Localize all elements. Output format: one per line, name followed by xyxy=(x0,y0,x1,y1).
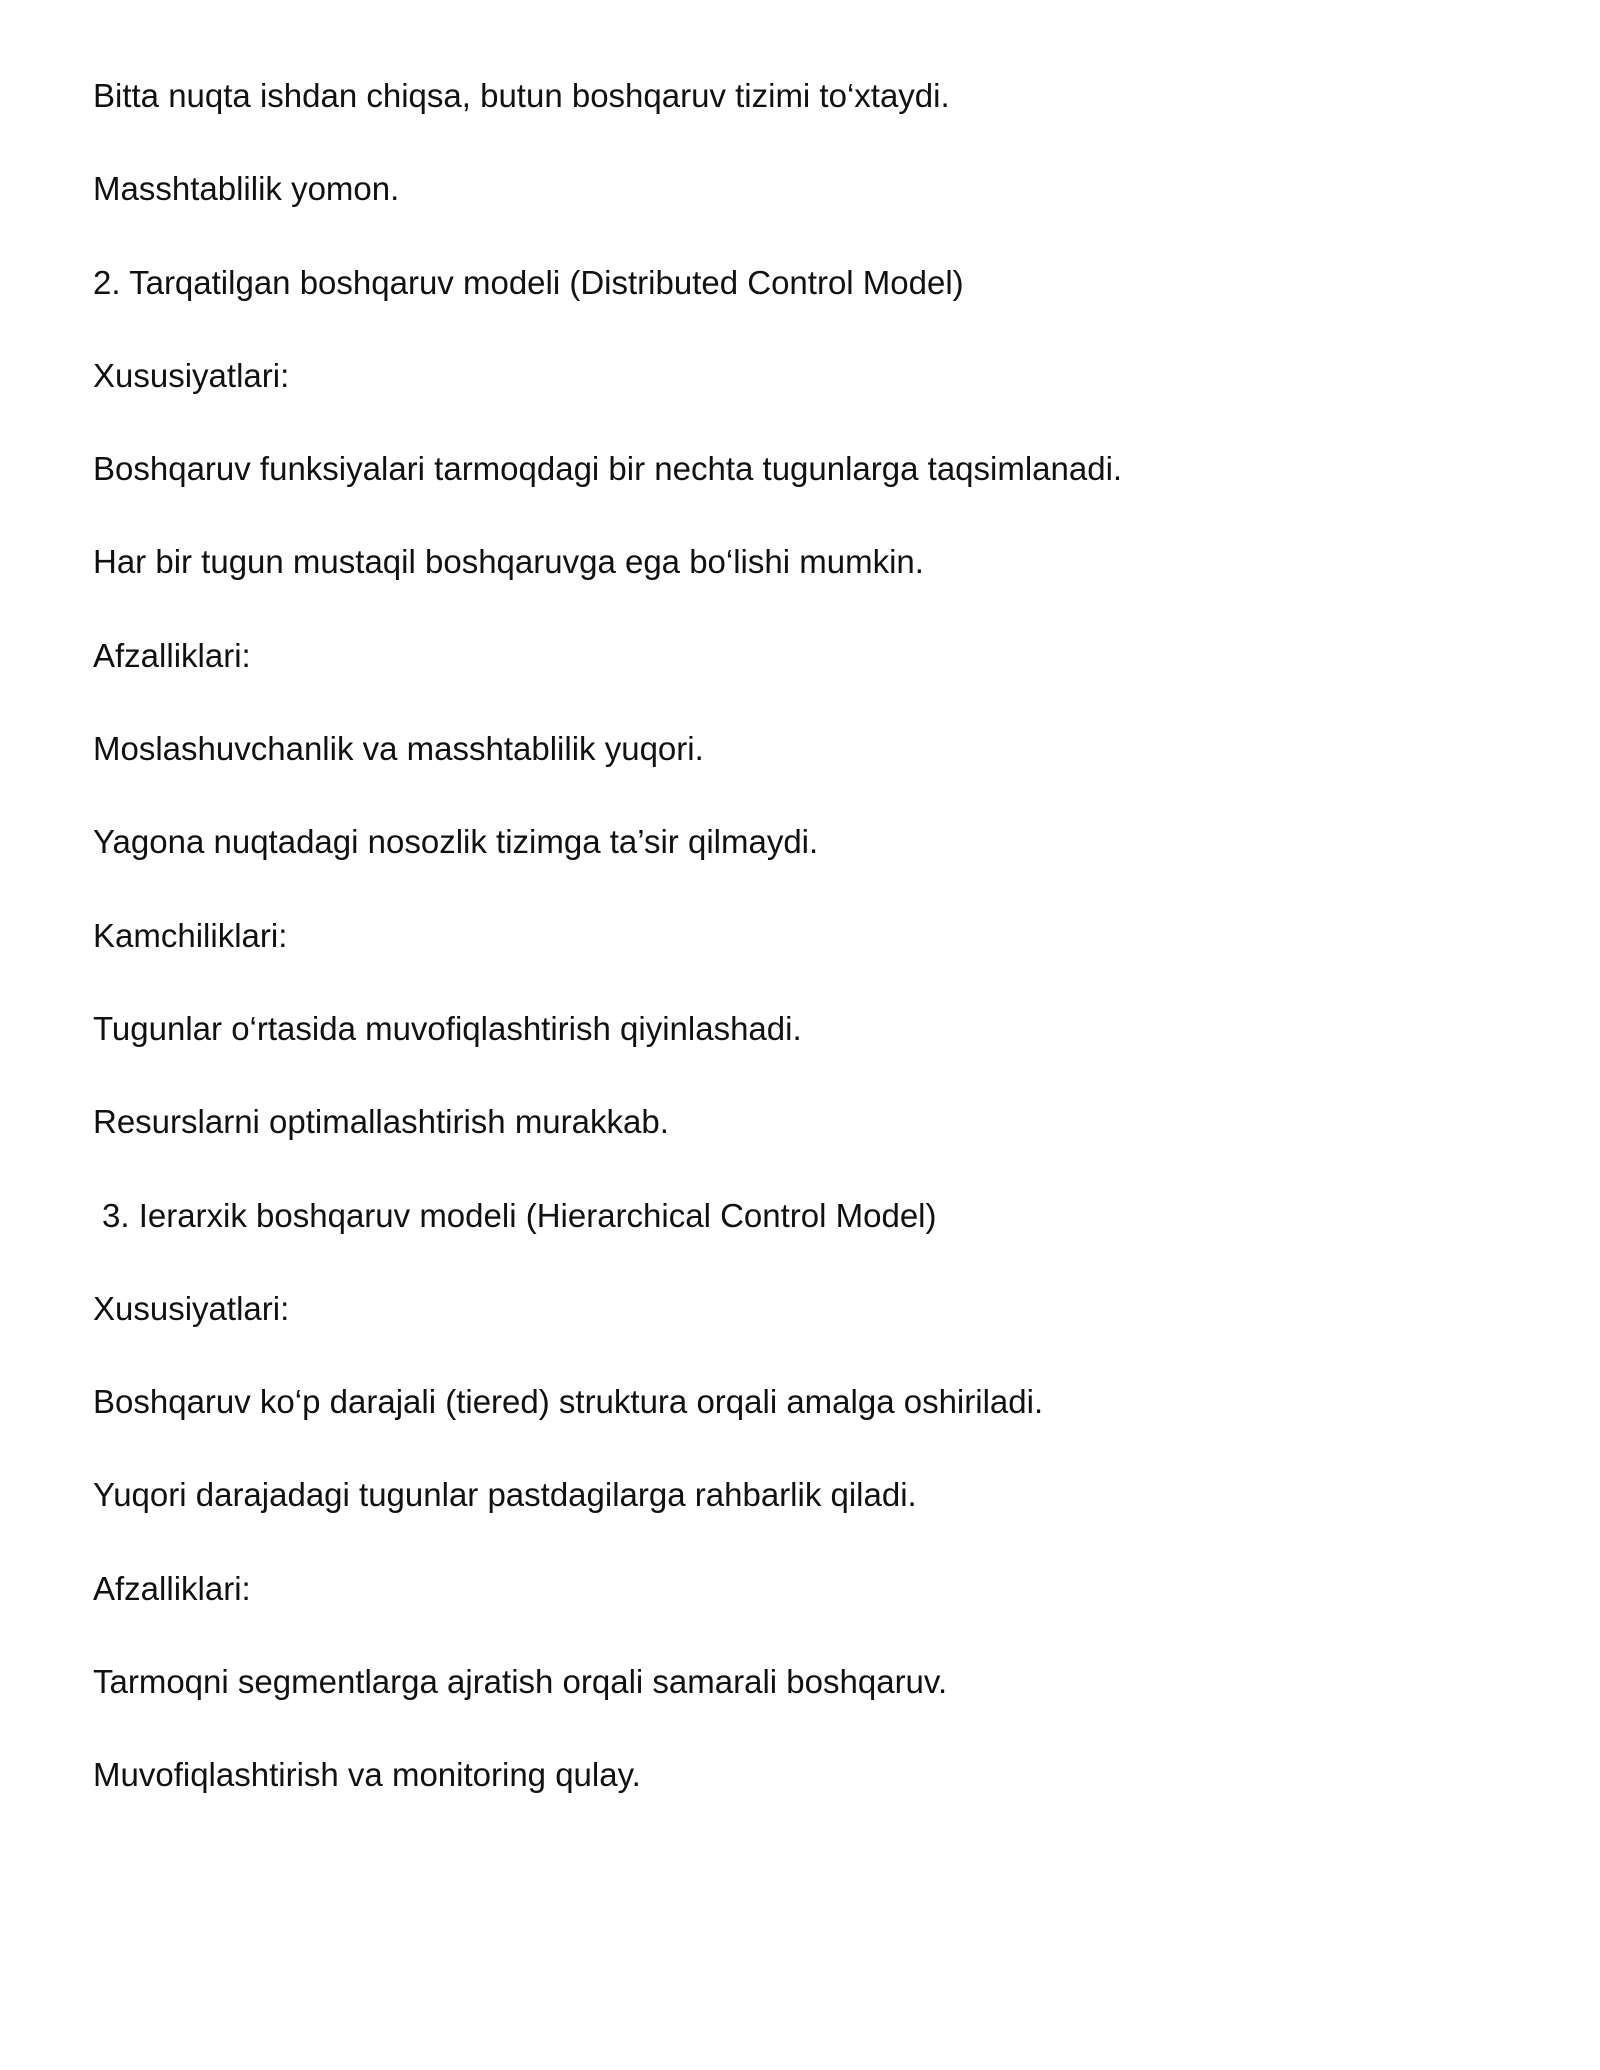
paragraph: Bitta nuqta ishdan chiqsa, butun boshqaruv tizimi to‘xtaydi. xyxy=(93,77,950,114)
paragraph: Afzalliklari: xyxy=(93,1569,251,1607)
paragraph: Xususiyatlari: xyxy=(93,1289,290,1327)
paragraph: Yuqori darajadagi tugunlar pastdagilarga rahbarlik qiladi. xyxy=(93,1476,917,1514)
section-heading: 2. Tarqatilgan boshqaruv modeli (Distributed Control Model) xyxy=(93,263,964,301)
paragraph: Yagona nuqtadagi nosozlik tizimga ta’sir qilmaydi. xyxy=(93,823,819,861)
paragraph: Xususiyatlari: xyxy=(93,356,290,394)
paragraph: Tugunlar o‘rtasida muvofiqlashtirish qiyinlashadi. xyxy=(93,1009,802,1047)
section-heading: 3. Ierarxik boshqaruv modeli (Hierarchical Control Model) xyxy=(102,1196,937,1234)
paragraph: Muvofiqlashtirish va monitoring qulay. xyxy=(93,1756,641,1794)
paragraph: Moslashuvchanlik va masshtablilik yuqori. xyxy=(93,730,704,768)
paragraph: Boshqaruv funksiyalari tarmoqdagi bir nechta tugunlarga taqsimlanadi. xyxy=(93,450,1123,488)
paragraph: Tarmoqni segmentlarga ajratish orqali samarali boshqaruv. xyxy=(93,1663,948,1701)
paragraph: Kamchiliklari: xyxy=(93,916,288,954)
paragraph: Afzalliklari: xyxy=(93,636,251,674)
document-body xyxy=(93,70,1513,1843)
paragraph: Masshtablilik yomon. xyxy=(93,170,400,208)
paragraph: Resurslarni optimallashtirish murakkab. xyxy=(93,1103,669,1141)
paragraph: Boshqaruv ko‘p darajali (tiered) struktura orqali amalga oshiriladi. xyxy=(93,1383,1044,1421)
paragraph: Har bir tugun mustaqil boshqaruvga ega bo‘lishi mumkin. xyxy=(93,543,924,581)
